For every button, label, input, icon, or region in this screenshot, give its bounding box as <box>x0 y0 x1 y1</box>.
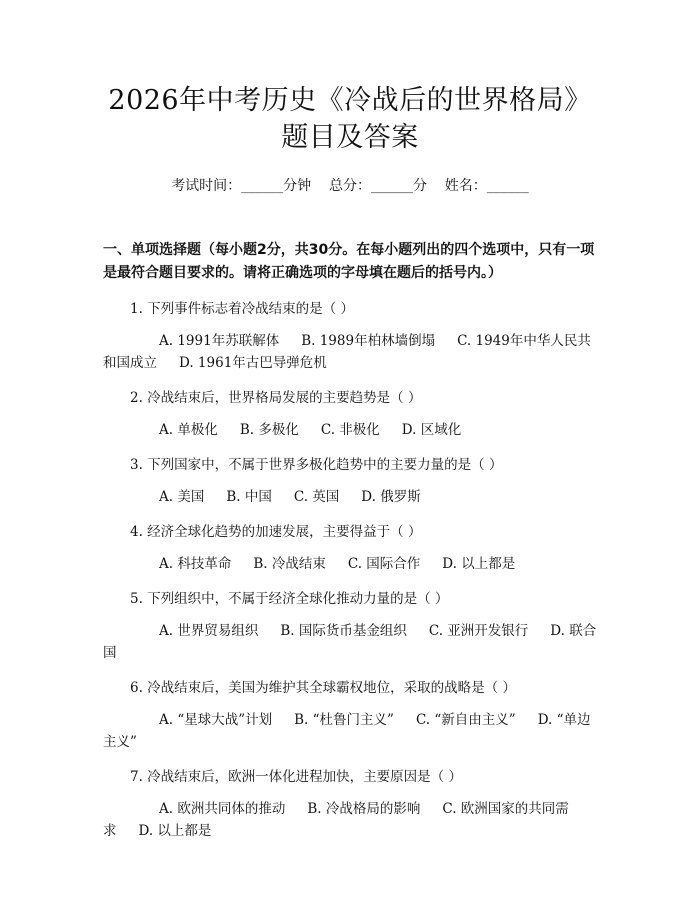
question-1 <box>103 298 597 374</box>
option-b: B. 中国 <box>226 489 272 505</box>
question-options <box>103 620 597 664</box>
question-stem: 6. 冷战结束后，美国为维护其全球霸权地位，采取的战略是（ ） <box>130 680 516 696</box>
option-c: C. 非极化 <box>320 422 380 438</box>
question-stem: 2. 冷战结束后，世界格局发展的主要趋势是（ ） <box>130 390 422 406</box>
option-a: A. 1991年苏联解体 <box>159 333 280 349</box>
option-c: C. 1949年中华人民共和国成立 <box>103 333 591 371</box>
question-stem: 1. 下列事件标志着冷战结束的是（ ） <box>130 301 354 317</box>
option-c: C. 欧洲国家的共同需求 <box>103 801 569 839</box>
option-d: D. 区域化 <box>401 422 462 438</box>
question-options <box>103 553 597 575</box>
exam-info-text: 考试时间：______分钟 总分：______分 姓名：______ <box>171 178 529 194</box>
option-d: D. 联合国 <box>103 623 597 661</box>
question-2 <box>103 387 597 441</box>
document-title: 2026年中考历史《冷战后的世界格局》题目及答案 <box>108 85 592 153</box>
option-a: A. 科技革命 <box>159 556 232 572</box>
question-stem: 7. 冷战结束后，欧洲一体化进程加快，主要原因是（ ） <box>130 769 462 785</box>
question-3 <box>103 454 597 508</box>
section-heading: 一、单项选择题（每小题2分，共30分。在每小题列出的四个选项中，只有一项是最符合题目要求的。请将正确选项的字母填在题后的括号内。） <box>103 242 595 281</box>
question-4 <box>103 521 597 575</box>
option-c: C. 国际合作 <box>347 556 421 572</box>
option-a: A. 欧洲共同体的推动 <box>159 801 286 817</box>
option-d: D. 以上都是 <box>138 823 212 839</box>
option-a: A. 美国 <box>159 489 205 505</box>
option-d: D. “单边主义” <box>103 712 591 750</box>
question-7 <box>103 766 597 842</box>
question-stem: 4. 经济全球化趋势的加速发展，主要得益于（ ） <box>130 524 422 540</box>
question-5 <box>103 588 597 664</box>
option-b: B. 国际货币基金组织 <box>280 623 407 639</box>
question-options <box>103 798 597 842</box>
exam-info <box>103 176 597 196</box>
option-d: D. 以上都是 <box>442 556 516 572</box>
question-options <box>103 330 597 374</box>
option-a: A. 世界贸易组织 <box>159 623 259 639</box>
question-options <box>103 709 597 753</box>
option-c: C. “新自由主义” <box>415 712 516 728</box>
question-options <box>103 486 597 508</box>
option-b: B. 1989年柏林墙倒塌 <box>301 333 436 349</box>
option-b: B. 冷战格局的影响 <box>307 801 421 817</box>
option-c: C. 亚洲开发银行 <box>428 623 529 639</box>
question-6 <box>103 677 597 753</box>
question-stem: 3. 下列国家中，不属于世界多极化趋势中的主要力量的是（ ） <box>130 457 503 473</box>
option-b: B. 冷战结束 <box>253 556 326 572</box>
option-a: A. 单极化 <box>159 422 218 438</box>
question-stem: 5. 下列组织中，不属于经济全球化推动力量的是（ ） <box>130 591 449 607</box>
option-d: D. 1961年古巴导弹危机 <box>179 355 327 371</box>
option-d: D. 俄罗斯 <box>361 489 421 505</box>
question-options <box>103 419 597 441</box>
option-b: B. 多极化 <box>239 422 299 438</box>
option-a: A. “星球大战”计划 <box>159 712 273 728</box>
option-b: B. “杜鲁门主义” <box>294 712 394 728</box>
option-c: C. 英国 <box>293 489 340 505</box>
